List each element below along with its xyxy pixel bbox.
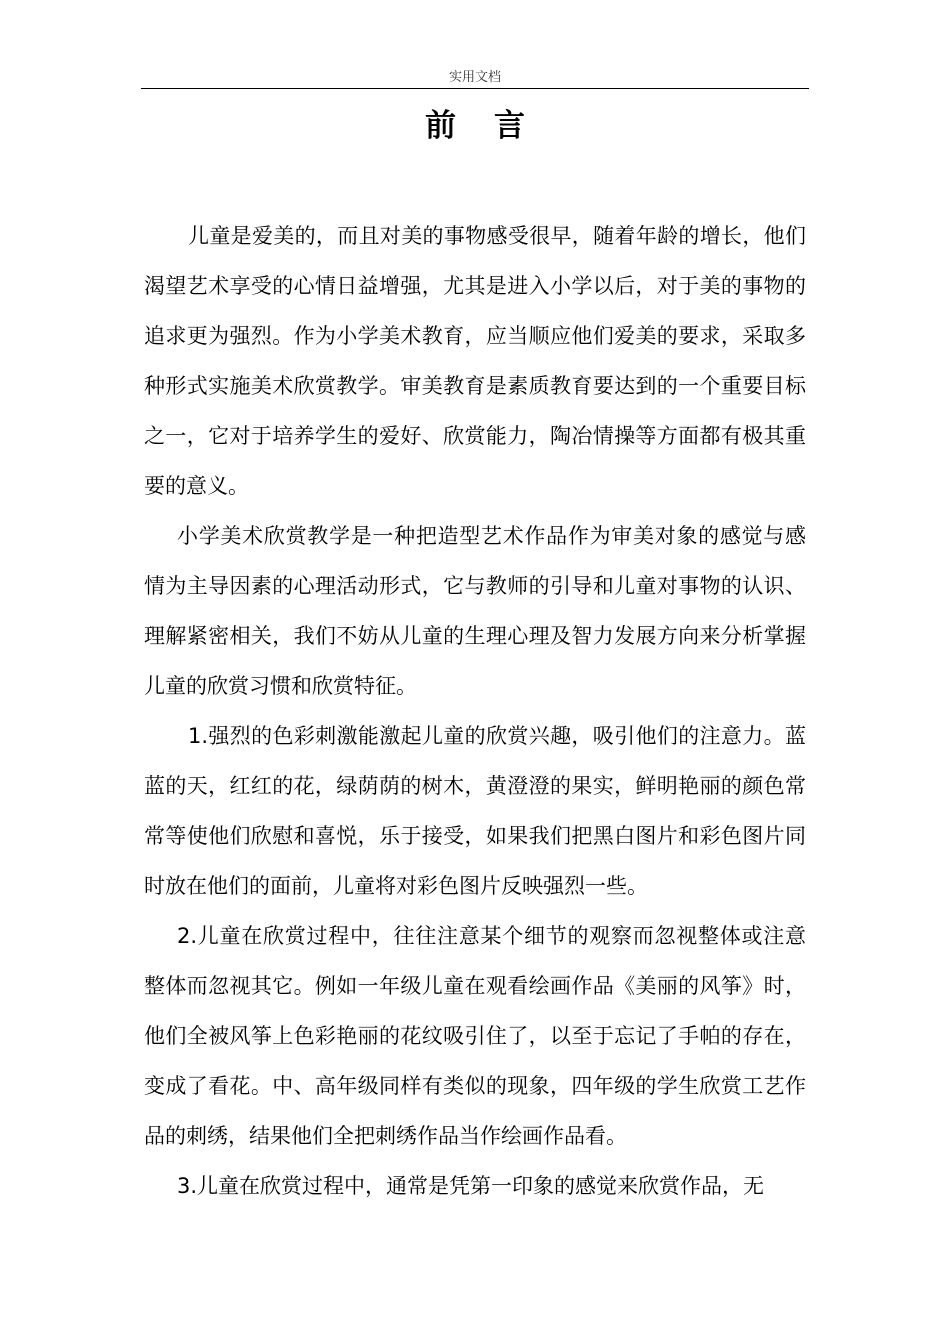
paragraph-3: 1.强烈的色彩刺激能激起儿童的欣赏兴趣，吸引他们的注意力。蓝蓝的天，红红的花，绿荫荫的树木，黄澄澄的果实，鲜明艳丽的颜色常常等使他们欣慰和喜悦，乐于接受，如果我们把黑白图片和彩色图片同时放在他们的面前，儿童将对彩色图片反映强烈一些。 — [144, 724, 806, 898]
page-title: 前言 — [425, 108, 563, 144]
paragraph-2: 小学美术欣赏教学是一种把造型艺术作品作为审美对象的感觉与感情为主导因素的心理活动形式，它与教师的引导和儿童对事物的认识、理解紧密相关，我们不妨从儿童的生理心理及智力发展方向来分析掌握儿童的欣赏习惯和欣赏特征。 — [144, 524, 806, 698]
running-header: 实用文档 — [448, 70, 501, 85]
paragraph-4: 2.儿童在欣赏过程中，往往注意某个细节的观察而忽视整体或注意整体而忽视其它。例如一年级儿童在观看绘画作品《美丽的风筝》时，他们全被风筝上色彩艳丽的花纹吸引住了，以至于忘记了手帕的存在，变成了看花。中、高年级同样有类似的现象，四年级的学生欣赏工艺作品的刺绣，结果他们全把刺绣作品当作绘画作品看。 — [144, 924, 806, 1148]
document-body — [144, 211, 806, 1211]
header-divider — [141, 88, 809, 89]
paragraph-5: 3.儿童在欣赏过程中，通常是凭第一印象的感觉来欣赏作品，无 — [177, 1174, 765, 1198]
paragraph-1: 儿童是爱美的，而且对美的事物感受很早，随着年龄的增长，他们渴望艺术享受的心情日益增强，尤其是进入小学以后，对于美的事物的追求更为强烈。作为小学美术教育，应当顺应他们爱美的要求，采取多种形式实施美术欣赏教学。审美教育是素质教育要达到的一个重要目标之一，它对于培养学生的爱好、欣赏能力，陶冶情操等方面都有极其重要的意义。 — [144, 224, 806, 498]
